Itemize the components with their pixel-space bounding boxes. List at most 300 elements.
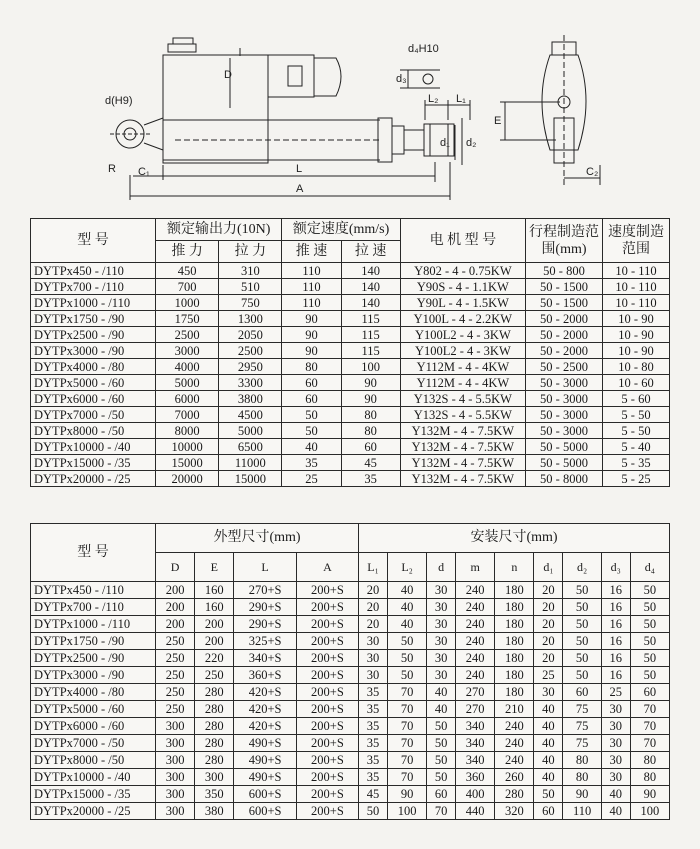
value-cell: 180 [495, 616, 534, 633]
header-rated-speed: 额定速度(mm/s) [282, 219, 400, 241]
value-cell: 100 [387, 803, 426, 820]
value-cell: 220 [195, 650, 234, 667]
value-cell: 70 [630, 735, 669, 752]
value-cell: 50 [630, 599, 669, 616]
value-cell: 50 - 8000 [526, 471, 603, 487]
value-cell: 300 [156, 718, 195, 735]
value-cell: 240 [456, 616, 495, 633]
value-cell: 40 [387, 599, 426, 616]
value-cell: 90 [630, 786, 669, 803]
value-cell: 200 [195, 616, 234, 633]
header-push: 推 力 [156, 241, 219, 263]
label-e: E [494, 115, 502, 127]
value-cell: 200+S [296, 701, 358, 718]
dimension-table [30, 523, 670, 820]
value-cell: 200+S [296, 786, 358, 803]
value-cell: 16 [601, 633, 630, 650]
value-cell: 10 - 110 [603, 295, 670, 311]
value-cell: Y802 - 4 - 0.75KW [400, 263, 525, 279]
value-cell: 420+S [234, 684, 296, 701]
value-cell: 30 [427, 650, 456, 667]
value-cell: 30 [427, 582, 456, 599]
value-cell: 5 - 25 [603, 471, 670, 487]
value-cell: Y100L2 - 4 - 3KW [400, 343, 525, 359]
value-cell: 5000 [156, 375, 219, 391]
value-cell: 50 [563, 582, 601, 599]
value-cell: 50 [563, 667, 601, 684]
model-cell: DYTPx1000 - /110 [31, 616, 156, 633]
value-cell: 50 - 2000 [526, 343, 603, 359]
value-cell: 60 [534, 803, 563, 820]
value-cell: 60 [282, 391, 341, 407]
value-cell: 300 [156, 786, 195, 803]
value-cell: 200+S [296, 684, 358, 701]
model-cell: DYTPx3000 - /90 [31, 667, 156, 684]
model-cell: DYTPx5000 - /60 [31, 701, 156, 718]
value-cell: 40 [534, 735, 563, 752]
value-cell: 50 [282, 407, 341, 423]
value-cell: 40 [387, 582, 426, 599]
value-cell: 20 [534, 582, 563, 599]
value-cell: 240 [495, 718, 534, 735]
value-cell: Y100L2 - 4 - 3KW [400, 327, 525, 343]
value-cell: 340 [456, 752, 495, 769]
value-cell: 200+S [296, 769, 358, 786]
value-cell: 20 [534, 650, 563, 667]
value-cell: 90 [387, 786, 426, 803]
value-cell: 70 [387, 701, 426, 718]
value-cell: 1000 [156, 295, 219, 311]
value-cell: 20 [534, 633, 563, 650]
table-row [31, 803, 670, 820]
table-row [31, 701, 670, 718]
label-d2: d₂ [466, 137, 477, 149]
value-cell: 50 [630, 616, 669, 633]
value-cell: 30 [359, 667, 388, 684]
value-cell: 30 [359, 650, 388, 667]
value-cell: 80 [341, 423, 400, 439]
value-cell: 160 [195, 599, 234, 616]
value-cell: 30 [601, 735, 630, 752]
value-cell: 30 [427, 667, 456, 684]
value-cell: 180 [495, 650, 534, 667]
label-d3: d₃ [396, 73, 407, 85]
value-cell: 10 - 90 [603, 343, 670, 359]
model-cell: DYTPx1750 - /90 [31, 633, 156, 650]
value-cell: 200+S [296, 718, 358, 735]
value-cell: 50 [359, 803, 388, 820]
value-cell: 115 [341, 343, 400, 359]
model-cell: DYTPx5000 - /60 [31, 375, 156, 391]
value-cell: 50 - 3000 [526, 391, 603, 407]
value-cell: 35 [359, 752, 388, 769]
table-row [31, 684, 670, 701]
table-row [31, 667, 670, 684]
value-cell: 8000 [156, 423, 219, 439]
value-cell: Y132S - 4 - 5.5KW [400, 391, 525, 407]
value-cell: 140 [341, 279, 400, 295]
table-row [31, 718, 670, 735]
value-cell: 80 [630, 769, 669, 786]
value-cell: 35 [359, 769, 388, 786]
value-cell: 200+S [296, 752, 358, 769]
value-cell: 60 [427, 786, 456, 803]
table-row [31, 343, 670, 359]
value-cell: 260 [495, 769, 534, 786]
value-cell: 40 [534, 701, 563, 718]
value-cell: 110 [563, 803, 601, 820]
model-cell: DYTPx7000 - /50 [31, 407, 156, 423]
column-header: d₂ [563, 553, 601, 582]
value-cell: 100 [341, 359, 400, 375]
value-cell: 40 [534, 769, 563, 786]
value-cell: 50 [534, 786, 563, 803]
value-cell: 340+S [234, 650, 296, 667]
value-cell: 10 - 80 [603, 359, 670, 375]
header-outer-dims: 外型尺寸(mm) [156, 524, 359, 553]
value-cell: 200+S [296, 735, 358, 752]
label-l1: L₁ [456, 93, 466, 105]
value-cell: 20 [534, 616, 563, 633]
model-cell: DYTPx15000 - /35 [31, 455, 156, 471]
value-cell: 50 [630, 582, 669, 599]
value-cell: 50 - 5000 [526, 455, 603, 471]
value-cell: 50 - 3000 [526, 407, 603, 423]
value-cell: 320 [495, 803, 534, 820]
label-c1: C₁ [138, 166, 150, 178]
model-cell: DYTPx10000 - /40 [31, 769, 156, 786]
value-cell: 10 - 110 [603, 279, 670, 295]
value-cell: 240 [456, 599, 495, 616]
value-cell: 30 [601, 752, 630, 769]
value-cell: 200+S [296, 803, 358, 820]
value-cell: 70 [630, 701, 669, 718]
value-cell: 250 [156, 667, 195, 684]
technical-drawing [0, 0, 700, 215]
column-header: A [296, 553, 358, 582]
value-cell: 16 [601, 650, 630, 667]
value-cell: 340 [456, 735, 495, 752]
value-cell: 200+S [296, 667, 358, 684]
value-cell: 70 [387, 684, 426, 701]
value-cell: 200+S [296, 599, 358, 616]
table-row [31, 599, 670, 616]
model-cell: DYTPx2500 - /90 [31, 327, 156, 343]
column-header: L₂ [387, 553, 426, 582]
value-cell: 40 [427, 684, 456, 701]
value-cell: 35 [359, 735, 388, 752]
value-cell: 35 [359, 701, 388, 718]
value-cell: 25 [601, 684, 630, 701]
value-cell: 200+S [296, 616, 358, 633]
table-row [31, 455, 670, 471]
value-cell: 60 [341, 439, 400, 455]
value-cell: 510 [219, 279, 282, 295]
value-cell: 75 [563, 701, 601, 718]
label-d1: d₁ [440, 137, 450, 149]
column-header: m [456, 553, 495, 582]
value-cell: 50 - 800 [526, 263, 603, 279]
model-cell: DYTPx3000 - /90 [31, 343, 156, 359]
label-d-h9: d(H9) [105, 95, 133, 107]
header-stroke-range: 行程制造范围(mm) [526, 219, 603, 263]
value-cell: 280 [195, 684, 234, 701]
value-cell: 3000 [156, 343, 219, 359]
value-cell: 16 [601, 616, 630, 633]
value-cell: 50 [387, 650, 426, 667]
value-cell: 50 [630, 650, 669, 667]
value-cell: 200+S [296, 633, 358, 650]
table-row [31, 359, 670, 375]
column-header: D [156, 553, 195, 582]
value-cell: 160 [195, 582, 234, 599]
value-cell: Y112M - 4 - 4KW [400, 375, 525, 391]
value-cell: 250 [156, 701, 195, 718]
table-row [31, 582, 670, 599]
value-cell: 325+S [234, 633, 296, 650]
model-cell: DYTPx20000 - /25 [31, 803, 156, 820]
value-cell: 60 [630, 684, 669, 701]
performance-table [30, 218, 670, 487]
value-cell: 240 [456, 667, 495, 684]
value-cell: 40 [601, 786, 630, 803]
model-cell: DYTPx15000 - /35 [31, 786, 156, 803]
value-cell: 115 [341, 327, 400, 343]
value-cell: 140 [341, 263, 400, 279]
value-cell: 340 [456, 718, 495, 735]
value-cell: 240 [495, 752, 534, 769]
value-cell: 5 - 50 [603, 407, 670, 423]
label-l2: L₂ [428, 93, 439, 105]
value-cell: 200 [156, 599, 195, 616]
value-cell: Y132M - 4 - 7.5KW [400, 439, 525, 455]
value-cell: 45 [341, 455, 400, 471]
value-cell: 20 [534, 599, 563, 616]
value-cell: 25 [534, 667, 563, 684]
value-cell: 80 [563, 752, 601, 769]
column-header: d₃ [601, 553, 630, 582]
value-cell: 75 [563, 735, 601, 752]
motor-body [268, 55, 314, 97]
model-cell: DYTPx6000 - /60 [31, 391, 156, 407]
table-row [31, 263, 670, 279]
value-cell: 40 [387, 616, 426, 633]
value-cell: 250 [195, 667, 234, 684]
value-cell: 200 [156, 582, 195, 599]
value-cell: 440 [456, 803, 495, 820]
value-cell: 90 [282, 327, 341, 343]
value-cell: 10 - 60 [603, 375, 670, 391]
value-cell: 35 [359, 684, 388, 701]
model-cell: DYTPx450 - /110 [31, 582, 156, 599]
value-cell: 70 [387, 752, 426, 769]
table-row [31, 391, 670, 407]
value-cell: Y132S - 4 - 5.5KW [400, 407, 525, 423]
table-row [31, 650, 670, 667]
value-cell: 140 [341, 295, 400, 311]
value-cell: 290+S [234, 599, 296, 616]
value-cell: 4500 [219, 407, 282, 423]
value-cell: 5000 [219, 423, 282, 439]
value-cell: 2500 [156, 327, 219, 343]
table-row [31, 439, 670, 455]
header-speed-range: 速度制造范围 [603, 219, 670, 263]
model-cell: DYTPx1750 - /90 [31, 311, 156, 327]
value-cell: 180 [495, 582, 534, 599]
value-cell: 110 [282, 279, 341, 295]
value-cell: 200+S [296, 582, 358, 599]
value-cell: 80 [282, 359, 341, 375]
value-cell: 7000 [156, 407, 219, 423]
table-row [31, 311, 670, 327]
value-cell: 360+S [234, 667, 296, 684]
value-cell: 180 [495, 599, 534, 616]
value-cell: Y112M - 4 - 4KW [400, 359, 525, 375]
value-cell: 2950 [219, 359, 282, 375]
value-cell: 270+S [234, 582, 296, 599]
value-cell: 350 [195, 786, 234, 803]
model-cell: DYTPx10000 - /40 [31, 439, 156, 455]
value-cell: 40 [601, 803, 630, 820]
value-cell: 2500 [219, 343, 282, 359]
table-row [31, 471, 670, 487]
value-cell: 80 [563, 769, 601, 786]
table-row [31, 616, 670, 633]
value-cell: 15000 [156, 455, 219, 471]
model-cell: DYTPx700 - /110 [31, 599, 156, 616]
value-cell: 380 [195, 803, 234, 820]
performance-table-body [31, 263, 670, 487]
value-cell: 70 [387, 769, 426, 786]
value-cell: 10 - 110 [603, 263, 670, 279]
header-install-dims: 安装尺寸(mm) [359, 524, 670, 553]
value-cell: 280 [495, 786, 534, 803]
value-cell: 50 - 2500 [526, 359, 603, 375]
value-cell: 75 [563, 718, 601, 735]
gearbox-body [163, 55, 268, 163]
value-cell: 30 [601, 769, 630, 786]
value-cell: 70 [427, 803, 456, 820]
column-header: L [234, 553, 296, 582]
label-d4h10: d₄H10 [408, 43, 439, 55]
model-cell: DYTPx1000 - /110 [31, 295, 156, 311]
value-cell: 20 [359, 582, 388, 599]
header-model-2: 型 号 [31, 524, 156, 582]
value-cell: 30 [601, 718, 630, 735]
value-cell: 20 [359, 599, 388, 616]
value-cell: 40 [534, 718, 563, 735]
header-pull: 拉 力 [219, 241, 282, 263]
value-cell: 50 - 2000 [526, 327, 603, 343]
value-cell: 30 [427, 599, 456, 616]
value-cell: 50 - 3000 [526, 423, 603, 439]
value-cell: 45 [359, 786, 388, 803]
value-cell: 5 - 40 [603, 439, 670, 455]
value-cell: 90 [563, 786, 601, 803]
table-row [31, 295, 670, 311]
value-cell: 16 [601, 599, 630, 616]
value-cell: 250 [156, 650, 195, 667]
value-cell: 50 [427, 718, 456, 735]
value-cell: 290+S [234, 616, 296, 633]
value-cell: 280 [195, 718, 234, 735]
value-cell: 90 [341, 391, 400, 407]
value-cell: 11000 [219, 455, 282, 471]
value-cell: 50 [427, 752, 456, 769]
model-cell: DYTPx6000 - /60 [31, 718, 156, 735]
value-cell: 15000 [219, 471, 282, 487]
value-cell: 50 - 2000 [526, 311, 603, 327]
value-cell: 1750 [156, 311, 219, 327]
value-cell: 35 [282, 455, 341, 471]
value-cell: 110 [282, 295, 341, 311]
value-cell: 90 [282, 343, 341, 359]
value-cell: 60 [563, 684, 601, 701]
header-push-speed: 推 速 [282, 241, 341, 263]
value-cell: 50 [563, 650, 601, 667]
value-cell: 10 - 90 [603, 327, 670, 343]
header-model: 型 号 [31, 219, 156, 263]
table-row [31, 423, 670, 439]
value-cell: 110 [282, 263, 341, 279]
value-cell: 5 - 60 [603, 391, 670, 407]
value-cell: 300 [156, 769, 195, 786]
value-cell: 3800 [219, 391, 282, 407]
value-cell: 360 [456, 769, 495, 786]
value-cell: 115 [341, 311, 400, 327]
value-cell: 50 [630, 633, 669, 650]
value-cell: 50 [387, 633, 426, 650]
value-cell: 40 [534, 752, 563, 769]
column-header: E [195, 553, 234, 582]
model-cell: DYTPx20000 - /25 [31, 471, 156, 487]
value-cell: 80 [630, 752, 669, 769]
value-cell: 5 - 35 [603, 455, 670, 471]
value-cell: 240 [495, 735, 534, 752]
value-cell: Y132M - 4 - 7.5KW [400, 471, 525, 487]
value-cell: 50 [427, 769, 456, 786]
value-cell: Y100L - 4 - 2.2KW [400, 311, 525, 327]
column-header: n [495, 553, 534, 582]
value-cell: 50 - 5000 [526, 439, 603, 455]
model-cell: DYTPx700 - /110 [31, 279, 156, 295]
value-cell: 40 [427, 701, 456, 718]
actuator-diagram [0, 0, 700, 215]
value-cell: 50 [387, 667, 426, 684]
value-cell: 20 [359, 616, 388, 633]
value-cell: 240 [456, 633, 495, 650]
header-rated-force: 额定输出力(10N) [156, 219, 282, 241]
model-cell: DYTPx450 - /110 [31, 263, 156, 279]
label-d: D [224, 69, 232, 81]
value-cell: 50 - 1500 [526, 295, 603, 311]
dimension-table-body [31, 582, 670, 820]
value-cell: 280 [195, 752, 234, 769]
column-header: d [427, 553, 456, 582]
value-cell: 70 [387, 718, 426, 735]
value-cell: 200 [195, 633, 234, 650]
value-cell: 40 [282, 439, 341, 455]
value-cell: 490+S [234, 735, 296, 752]
table-row [31, 407, 670, 423]
model-cell: DYTPx8000 - /50 [31, 752, 156, 769]
value-cell: 5 - 50 [603, 423, 670, 439]
value-cell: 25 [282, 471, 341, 487]
value-cell: 50 [427, 735, 456, 752]
model-cell: DYTPx8000 - /50 [31, 423, 156, 439]
table-row [31, 327, 670, 343]
value-cell: 70 [630, 718, 669, 735]
